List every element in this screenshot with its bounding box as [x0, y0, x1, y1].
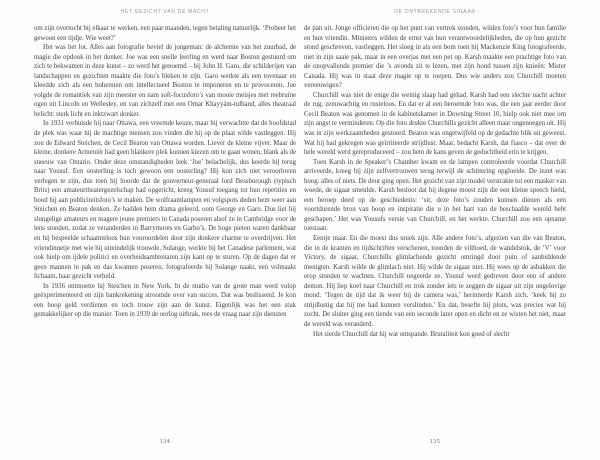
running-head-left: HET GEZICHT VAN DE MACHT [120, 9, 210, 15]
paragraph: Churchill was niet de enige die weinig slaap had gehad. Karsh had een slechte nacht achter de rug, zenuwachtig en rusteloos. En dat er al een beroemde foto was, die een jaar eerder door Cecil Beaton was genomen in de kabinetskamer in Downing Street 10, hielp ook niet mee om zijn angst te verminderen. Op die foto drukte Churchills gezicht alleen maar ongenoegen uit. Hij was in zijn werkzaamheden gestoord. Beaton was ongetwijfeld op de gedachte blik uit geweest. Wat hij had gekregen was geïrriteerde strijdlust. Maar, bedacht Karsh, dat fiasco – dat over de hele wereld werd gereproduceerd – zou hem de kans geven de geduchtheid erin te krijgen. [304, 91, 566, 157]
running-head-right: DE ONTBREKENDE SIGAAR [394, 9, 476, 15]
paragraph: In 1931 verhuisde hij naar Ottawa, een vreemde keuze, maar hij verwachtte dat de hoofdstad de plek was waar hij de machtige mensen zou vinden die hij op de plaat wilde vastleggen. Hij zou de Edward Steichen, de Cecil Beaton van Ottawa worden. Liever de kleine vijver. Maar de kleine, donkere Armeniër had geen blankere plek kunnen kiezen om te gaan wonen, blank als de sneeuw van Ontario. Onder deze omstandigheden leek ‘Joe’ belachelijk, dus keerde hij terug naar Yousuf. Een oosterling is toch gewoon een oosterling? Hij kon zich niet veroorloven verlegen te zijn, dus toen hij hoorde dat de gouverneur-generaal lord Bessborough (typisch Brits) een amateurtheatergezelschap had opgericht, kreeg Yousuf toegang tot hun repetities en bood hij aan publiciteitsfoto’s te maken. De wolfraamlampen en volgspots deden hem weer aan Steichen en Beaton denken. Ze hadden hem drama geleerd, oom George en Garo. Dus liet hij slungelige amateurs en magere jeune premiers in Canada poseren alsof ze in Cambridge voor de lens stonden, zodat ze veranderden in Barrymores en Garbo’s. De hoge pieten waren dankbaar en hij bespeelde schaamteloos hun vooroordelen door zijn donkere charme te overdrijven. Het vriendinnetje met wie hij uiteindelijk trouwde, Solange, werkte bij het Canadese parlement, wat ook hielp om ijdele politici en overheidsambtenaren zijn kant op te sturen. Op de dagen dat er geen mannen in pak en das kwamen poseren, fotografeerde hij Solange naakt, een volmaakt lichaam, haar gezicht verhuld. [34, 120, 296, 281]
page-left [34, 0, 296, 460]
page-right [304, 0, 566, 460]
paragraph: om zijn overtocht bij elkaar te werken, een paar maanden, tegen betaling natuurlijk. ‘Probeer het gewoon een tijdje. Wie weet?’ [34, 25, 296, 42]
paragraph: Het was het lot. Alles aan fotografie beviel de jongeman: de alchemie van het zuurbad, de magie die opdook in het donker. Joe was een snelle leerling en werd naar Boston gestuurd om zich te bekwamen in deze kunst – zo werd het genoemd – bij John H. Garo, die schilderijen van landschappen en gezichten maakte die foto’s bleken te zijn. Garo werkte als een tovenaar en kleedde zich als een bohemien om intellectueel Boston te imponeren en te provoceren. Joe volgde de romantiek van zijn meester en nam soft-focusfoto’s van mooie meisjes met reebruine ogen uit Lincoln en Wellesley, en van zichzelf met een Omar Khayyám-tulband, alles theatraal belicht: sterk licht en inktzwart donker. [34, 44, 296, 118]
paragraph: Het sierde Churchill dat hij wat ontspande. Brutaliteit kon goed of slecht [313, 330, 510, 338]
page-number-left: 134 [159, 439, 171, 445]
page-right-body [304, 24, 566, 406]
page-left-body [34, 24, 296, 406]
paragraph: de pan uit. Jonge officieren die op het punt van vertrek stonden, wilden foto’s voor hun familie en hun vriendin. Ministers wilden de ernst van hun verantwoordelijkheden, die op hun gezicht stond geschreven, vastleggen. Het sloeg in als een bom toen hij Mackenzie King fotografeerde, niet in zijn saaie pak, maar in een overjas met een pet op. Karsh maakte een prachtige foto van de onopvallende premier die ’s avonds zit te lezen, met zijn hond tussen zijn knieën: Mister Canada. Hij was in staat deze magie op te roepen. Dus wie anders zou Churchill moeten vereeuwigen? [304, 25, 566, 90]
paragraph: In 1936 ontmoette hij Steichen in New York. In de studio van de grote man werd volop geëxperimenteerd en zijn bankrekening stroomde over van succes. Dat was beslissend. Je kon een hoop geld verdienen en toch trouw zijn aan de kunst. Eigenlijk was het een stuk gemakkelijker op die manier. Toen in 1939 de oorlog uitbrak, rees de vraag naar zijn diensten [34, 282, 296, 319]
paragraph: Toen Karsh in de Speaker’s Chamber kwam en de lampen controleerde voordat Churchill arriveerde, kreeg hij zijn zelfvertrouwen terug terwijl de schittering opgloeide. De inzet was hoog: alles of niets. De deur ging open. Het gezicht van zijn model verstrakte tot een masker van woede, de sigaar smeulde. Karsh besloot dat hij degene moest zijn die een kleine speech hield, een beroep deed op de geschiedenis: ‘sir, deze foto’s zouden kunnen dienen als een voortdurende bron van hoop en inspiratie die u in het hart van de beschaafde wereld hebt geschapen.’ Het was Yousufs versie van Churchill, en het werkte. Churchill zou een opname toestaan. [304, 158, 566, 233]
page-number-right: 135 [429, 439, 441, 445]
paragraph: Eentje maar. En die moest dus uniek zijn. Alle andere foto’s, afgezien van die van Beaton, die in de kranten en tijdschriften verschenen, toonden de vilthoed, de wandelstok, de ‘V’ voor Victory, de sigaar, Churchills glimlachende gezicht omringd door puin of aanbiddende menigten. Karsh wilde de glimlach niet. Hij wilde de sigaar niet. Hij wees op de asbakken die erop stonden te wachten. Churchill negeerde ze. Yousuf werd gedreven door een of andere demon. Hij liep koel naar Churchill en trok zonder iets te zeggen de sigaar uit zijn ongelovige mond. ‘Tegen de tijd dat ik weer bij de camera was,’ herinnerde Karsh zich, ‘keek hij zo strijdlustig dat hij me had kunnen verslinden.’ En dat, besefte hij plots, was precies wat hij zocht. De sluiter ging een tiende van een seconde later open en dicht en ze wisten het niet, maar de wereld was veranderd. [304, 235, 566, 328]
